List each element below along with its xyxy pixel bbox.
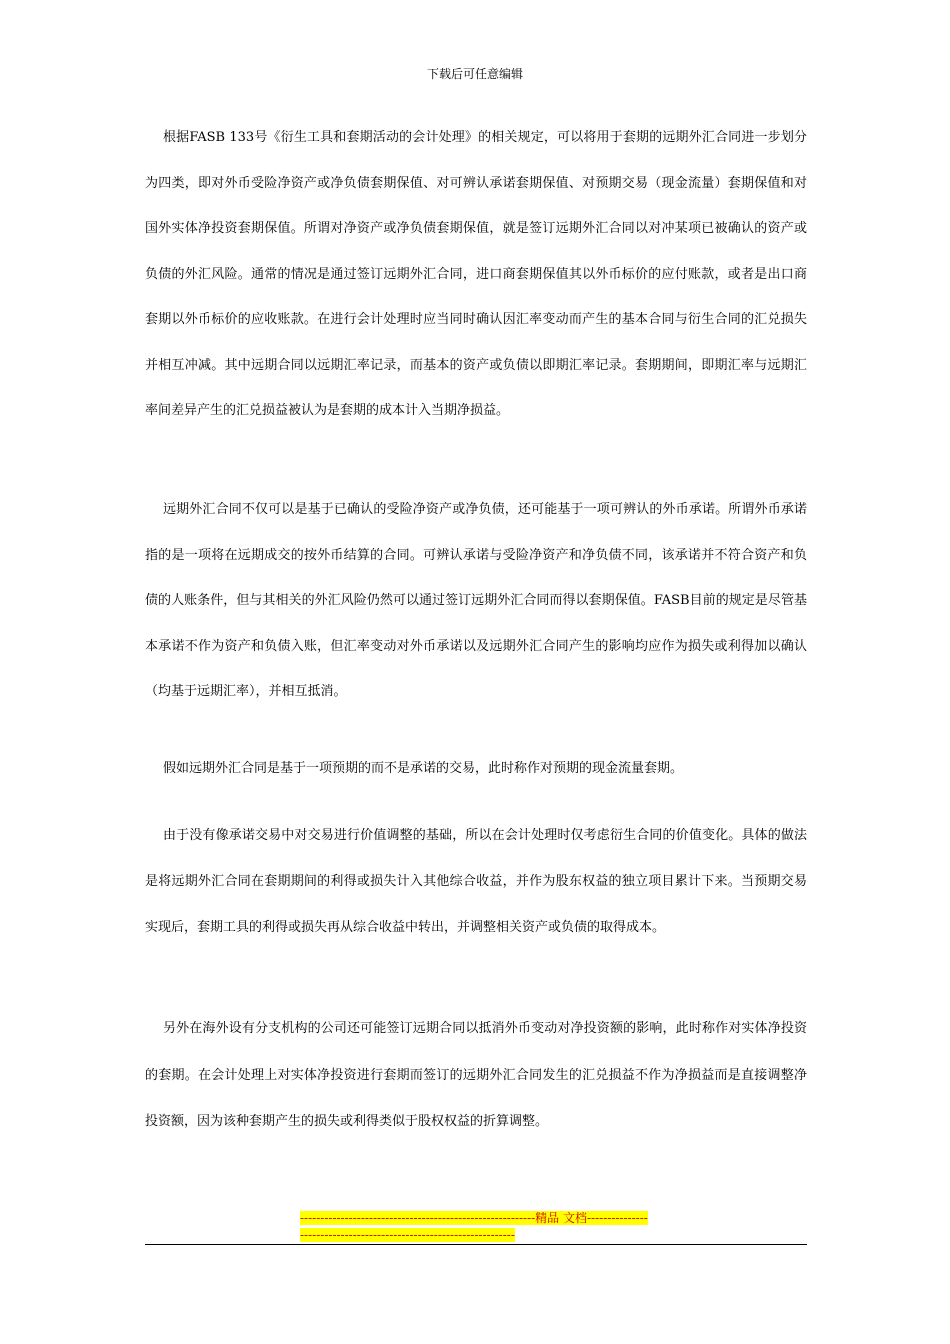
paragraph-cash-flow-hedge: 假如远期外汇合同是基于一项预期的而不是承诺的交易，此时称作对预期的现金流量套期。 bbox=[163, 761, 684, 776]
footer-divider bbox=[145, 1244, 807, 1245]
footer-banner bbox=[300, 1210, 650, 1244]
footer-banner-text: ----------------------------------------------------------精品 文档-------------------------------------------------------------------- bbox=[300, 1211, 648, 1242]
paragraph-foreign-currency-commitment: 远期外汇合同不仅可以是基于已确认的受险净资产或净负债，还可能基于一项可辨认的外币承诺。所谓外币承诺指的是一项将在远期成交的按外币结算的合同。可辨认承诺与受险净资产和净负债不同，该承诺并不符合资产和负债的人账条件，但与其相关的外汇风险仍然可以通过签订远期外汇合同而得以套期保值。FASB目前的规定是尽管基本承诺不作为资产和负债入账，但汇率变动对外币承诺以及远期外汇合同产生的影响均应作为损失或利得加以确认（均基于远期汇率），并相互抵消。 bbox=[145, 502, 807, 699]
page-header: 下载后可任意编辑 bbox=[426, 67, 523, 81]
paragraph-forward-contract-classification: 根据FASB 133号《衍生工具和套期活动的会计处理》的相关规定，可以将用于套期的远期外汇合同进一步划分为四类，即对外币受险净资产或净负债套期保值、对可辨认承诺套期保值、对预期交易（现金流量）套期保值和对国外实体净投资套期保值。所谓对净资产或净负债套期保值，就是签订远期外汇合同以对冲某项已被确认的资产或负债的外汇风险。通常的情况是通过签订远期外汇合同，进口商套期保值其以外币标价的应付账款，或者是出口商套期以外币标价的应收账款。在进行会计处理时应当同时确认因汇率变动而产生的基本合同与衍生合同的汇兑损失并相互冲减。其中远期合同以远期汇率记录，而基本的资产或负债以即期汇率记录。套期期间，即期汇率与远期汇率间差异产生的汇兑损益被认为是套期的成本计入当期净损益。 bbox=[145, 130, 807, 418]
paragraph-other-comprehensive-income: 由于没有像承诺交易中对交易进行价值调整的基础，所以在会计处理时仅考虑衍生合同的价值变化。具体的做法是将远期外汇合同在套期期间的利得或损失计入其他综合收益，并作为股东权益的独立项目累计下来。当预期交易实现后，套期工具的利得或损失再从综合收益中转出，并调整相关资产或负债的取得成本。 bbox=[145, 828, 807, 935]
paragraph-net-investment-hedge: 另外在海外设有分支机构的公司还可能签订远期合同以抵消外币变动对净投资额的影响，此时称作对实体净投资的套期。在会计处理上对实体净投资进行套期而签订的远期外汇合同发生的汇兑损益不作为净损益而是直接调整净投资额，因为该种套期产生的损失或利得类似于股权权益的折算调整。 bbox=[145, 1021, 807, 1129]
